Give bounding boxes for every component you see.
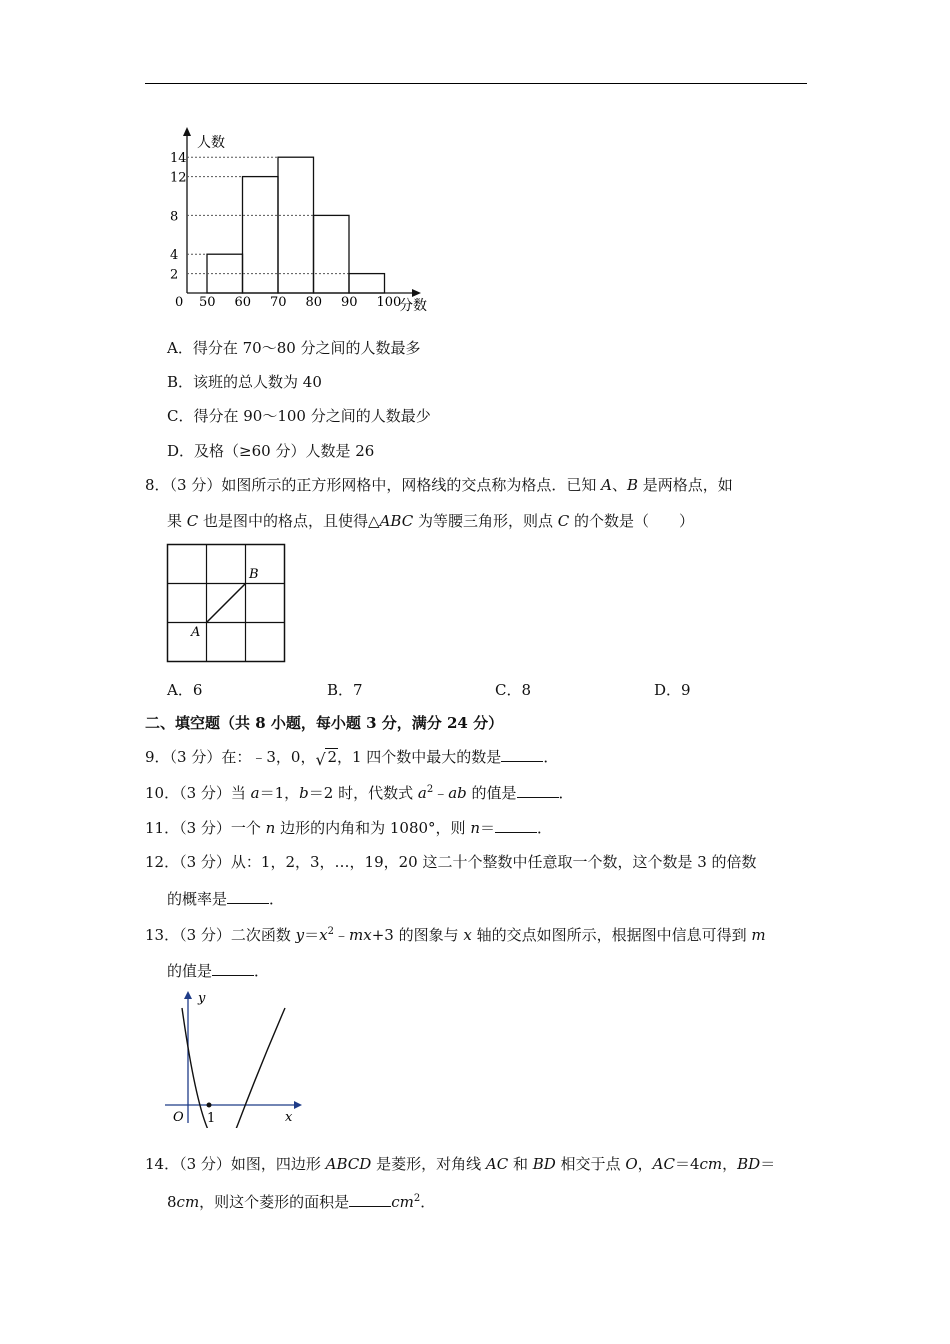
histogram-figure (165, 123, 440, 318)
grid-label-b: B (249, 567, 259, 582)
q13-line1: 13．（3 分）二次函数 $y=x^2﹣mx+3$ 的图象与 x 轴的交点如图所示，根据图中信息可得到 m (145, 926, 766, 944)
x-tick-label: 80 (305, 295, 323, 310)
x-axis-arrow (412, 289, 421, 297)
sqrt-symbol: √ 2 (315, 748, 337, 769)
q8-grid-figure (165, 542, 290, 664)
q7-option-d: D．及格（≥60 分）人数是 26 (167, 442, 375, 460)
y-tick-label: 14 (170, 151, 187, 167)
graph-x-label: x (285, 1110, 293, 1125)
x-tick-label: 50 (199, 295, 216, 310)
q8-line2: 果 C 也是图中的格点，且使得△ABC 为等腰三角形，则点 C 的个数是（ ） (167, 512, 695, 530)
q7-option-c: C．得分在 90～100 分之间的人数最少 (167, 407, 431, 425)
bar-70-80 (278, 157, 314, 293)
x-tick-label: 70 (270, 295, 287, 310)
bar-90-100 (349, 274, 385, 293)
answer-blank (227, 902, 269, 904)
graph-one-label: 1 (207, 1111, 216, 1126)
section2-title: 二、填空题（共 8 小题，每小题 3 分，满分 24 分） (145, 714, 504, 732)
header-rule (145, 83, 807, 84)
grid-label-a: A (191, 625, 201, 640)
q10-line: 10．（3 分）当 a＝1，b＝2 时，代数式 $a^2﹣ab$ 的值是 ． (145, 784, 574, 802)
parabola-figure (160, 988, 310, 1128)
q12-line2: 的概率是 ． (167, 890, 285, 908)
answer-blank (349, 1205, 391, 1207)
graph-origin-label: O (173, 1110, 184, 1125)
q8-option-a: A．6 (167, 681, 203, 699)
q8-option-b: B．7 (327, 681, 363, 699)
q11-line: 11．（3 分）一个 n 边形的内角和为 1080°，则 n＝ ． (145, 819, 553, 837)
q7-option-a: A．得分在 70～80 分之间的人数最多 (167, 339, 421, 357)
q8-option-d: D．9 (654, 681, 691, 699)
q13-line2: 的值是 ． (167, 962, 270, 980)
x-tick-label: 60 (234, 295, 252, 310)
bar-60-70 (243, 177, 279, 293)
q8-option-c: C．8 (495, 681, 532, 699)
x-tick-label: 100 (376, 295, 402, 310)
bar-80-90 (314, 215, 350, 293)
answer-blank (495, 831, 537, 833)
q14-line1: 14．（3 分）如图，四边形 ABCD 是菱形，对角线 AC 和 BD 相交于点 O，AC＝4cm，BD＝ (145, 1155, 776, 1173)
answer-blank (212, 974, 254, 976)
q12-line1: 12．（3 分）从：1，2，3，…，19，20 这二十个整数中任意取一个数，这个数是 3 的倍数 (145, 853, 757, 871)
q8-line1: 8．（3 分）如图所示的正方形网格中，网格线的交点称为格点．已知 A、B 是两格点，如 (145, 476, 733, 494)
y-tick-label: 12 (170, 170, 187, 186)
y-tick-label: 2 (170, 267, 179, 283)
q9-line: 9．（3 分）在：﹣3，0， √ 2，1 四个数中最大的数是 ． (145, 748, 559, 769)
answer-blank (501, 760, 543, 762)
y-axis-arrow (183, 127, 191, 136)
graph-y-label: y (198, 991, 206, 1006)
y-tick-label: 4 (170, 248, 179, 264)
x-axis-label: 分数 (399, 298, 427, 314)
x-tick-label: 90 (341, 295, 358, 310)
y-tick-label: 0 (175, 295, 184, 310)
q14-line2: 8cm，则这个菱形的面积是 $cm^2$． (167, 1193, 436, 1211)
q7-option-b: B．该班的总人数为 40 (167, 373, 322, 391)
answer-blank (517, 796, 559, 798)
y-tick-label: 8 (170, 209, 179, 225)
y-axis-label: 人数 (197, 135, 225, 151)
